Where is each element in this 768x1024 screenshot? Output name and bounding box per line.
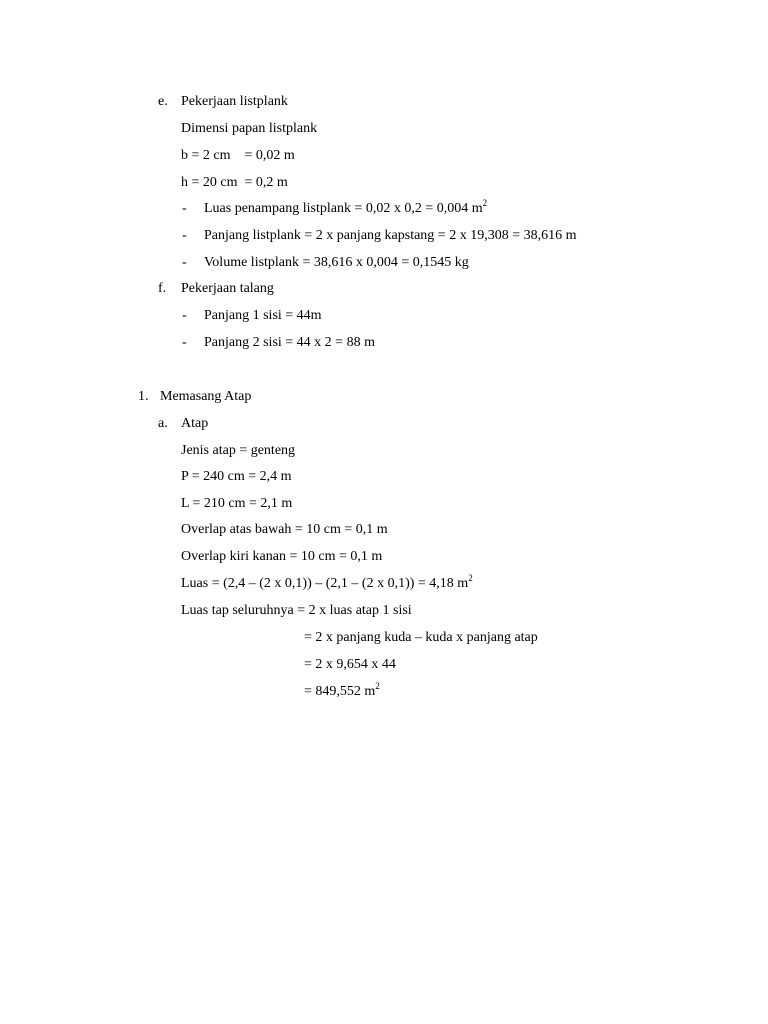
result-line — [304, 681, 380, 700]
list-item-dash: - — [182, 255, 187, 270]
section-f-marker: f. — [158, 281, 167, 296]
subsection-a-title: Atap — [181, 416, 209, 431]
dimension-heading: Dimensi papan listplank — [181, 121, 318, 136]
list-item-dash: - — [182, 335, 187, 350]
continuation-line: = 2 x 9,654 x 44 — [304, 657, 396, 672]
section-f-title: Pekerjaan talang — [181, 281, 274, 296]
section-e-marker: e. — [158, 94, 168, 109]
list-item-text: Panjang 1 sisi = 44m — [204, 308, 322, 323]
roof-type-line: Jenis atap = genteng — [181, 443, 296, 458]
area-formula-text: Luas = (2,4 – (2 x 0,1)) – (2,1 – (2 x 0,1)) = 4,18 m — [181, 576, 469, 591]
h-dimension-line: h = 20 cm = 0,2 m — [181, 175, 288, 190]
list-item-text: Panjang listplank = 2 x panjang kapstang = 2 x 19,308 = 38,616 m — [204, 228, 577, 243]
section-1-title: Memasang Atap — [160, 389, 252, 404]
superscript: 2 — [482, 198, 488, 208]
list-item — [204, 198, 488, 217]
b-dimension-line: b = 2 cm = 0,02 m — [181, 148, 295, 163]
area-formula-line — [181, 573, 473, 592]
list-item-dash: - — [182, 308, 187, 323]
section-e-title: Pekerjaan listplank — [181, 94, 288, 109]
continuation-line: = 2 x panjang kuda – kuda x panjang atap — [304, 630, 538, 645]
width-line: L = 210 cm = 2,1 m — [181, 496, 293, 511]
superscript: 2 — [375, 681, 380, 691]
list-item-text: Volume listplank = 38,616 x 0,004 = 0,1545 kg — [204, 255, 469, 270]
overlap-left-right-line: Overlap kiri kanan = 10 cm = 0,1 m — [181, 549, 383, 564]
superscript: 2 — [468, 573, 473, 583]
list-item-dash: - — [182, 201, 187, 216]
list-item-dash: - — [182, 228, 187, 243]
section-1-marker: 1. — [138, 389, 149, 404]
list-item-text: Luas penampang listplank = 0,02 x 0,2 = 0,004 m — [204, 201, 483, 216]
length-line: P = 240 cm = 2,4 m — [181, 469, 292, 484]
list-item-text: Panjang 2 sisi = 44 x 2 = 88 m — [204, 335, 375, 350]
result-text: = 849,552 m — [304, 684, 376, 699]
total-area-line: Luas tap seluruhnya = 2 x luas atap 1 sisi — [181, 603, 412, 618]
overlap-top-bottom-line: Overlap atas bawah = 10 cm = 0,1 m — [181, 522, 388, 537]
subsection-a-marker: a. — [158, 416, 168, 431]
